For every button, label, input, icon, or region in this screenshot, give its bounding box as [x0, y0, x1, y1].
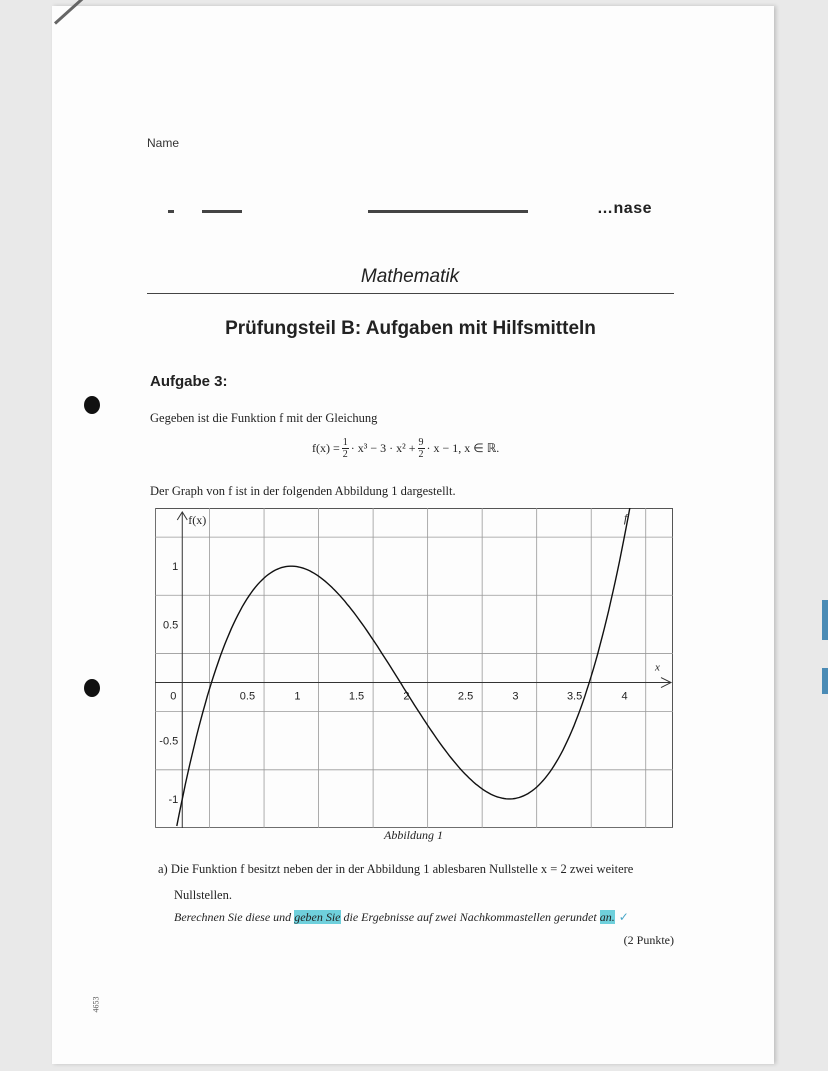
task-title: Aufgabe 3: [150, 373, 228, 390]
x-tick-label: 3 [512, 690, 519, 703]
fraction-one-half: $\frac{1}{2}$ [342, 437, 348, 460]
highlight: geben Sie [294, 910, 341, 924]
y-tick-label: -0.5 [159, 735, 179, 748]
formula-term2: · x − 1, x ∈ ℝ. [426, 441, 500, 455]
function-graph [155, 508, 673, 828]
fraction-nine-half: $\frac{9}{2}$ [418, 437, 424, 460]
chart-frame [156, 509, 673, 828]
y-axis-label: f(x) [188, 513, 207, 527]
curve-label: f [623, 511, 628, 525]
x-tick-label: 2.5 [457, 690, 474, 703]
y-tick-label: 1 [172, 561, 179, 574]
school-header [168, 200, 652, 222]
subtask-a-instruction: Berechnen Sie diese und geben Sie die Ergebnisse auf zwei Nachkommastellen gerundet an. ✓ [174, 910, 629, 924]
subtask-a [158, 856, 678, 908]
function-curve [177, 508, 631, 826]
formula-term1: · x³ − 3 · x² + [350, 441, 416, 455]
y-tick-label: -1 [168, 793, 179, 806]
highlight: an. [599, 910, 615, 924]
subtask-a-line1: Die Funktion f besitzt neben der in der Abbildung 1 ablesbaren Nullstelle x = 2 zwei weitere [170, 862, 634, 876]
part-title: Prüfungsteil B: Aufgaben mit Hilfsmitteln [225, 318, 596, 339]
x-tick-label: 1.5 [348, 690, 365, 703]
divider [147, 293, 674, 294]
subject-title: Mathematik [360, 266, 460, 287]
x-tick-label: 0 [170, 690, 177, 703]
formula-lhs: f(x) = [312, 441, 340, 455]
given-text: Gegeben ist die Funktion f mit der Gleichung [150, 411, 378, 425]
check-mark-icon: ✓ [618, 910, 629, 924]
margin-code: 4653 [91, 996, 101, 1013]
y-tick-label: 0.5 [162, 619, 179, 632]
x-tick-label: 2 [403, 690, 410, 703]
x-axis-label: x [655, 661, 660, 674]
x-tick-label: 3.5 [566, 690, 583, 703]
figure-caption: Abbildung 1 [384, 828, 443, 842]
binder-edge [822, 600, 828, 640]
name-label: Name [147, 136, 180, 150]
x-tick-label: 1 [294, 690, 301, 703]
punch-hole [84, 396, 100, 414]
x-tick-label: 0.5 [239, 690, 256, 703]
school-header-text: …nase [597, 200, 652, 217]
graph-description: Der Graph von f ist in der folgenden Abbildung 1 dargestellt. [150, 484, 456, 498]
x-tick-label: 4 [621, 690, 628, 703]
punch-hole [84, 679, 100, 697]
function-formula [312, 437, 499, 460]
subtask-a-line2: Nullstellen. [174, 888, 232, 902]
points-label: (2 Punkte) [623, 933, 674, 947]
subtask-a-label: a) [158, 862, 168, 876]
binder-edge [822, 668, 828, 694]
